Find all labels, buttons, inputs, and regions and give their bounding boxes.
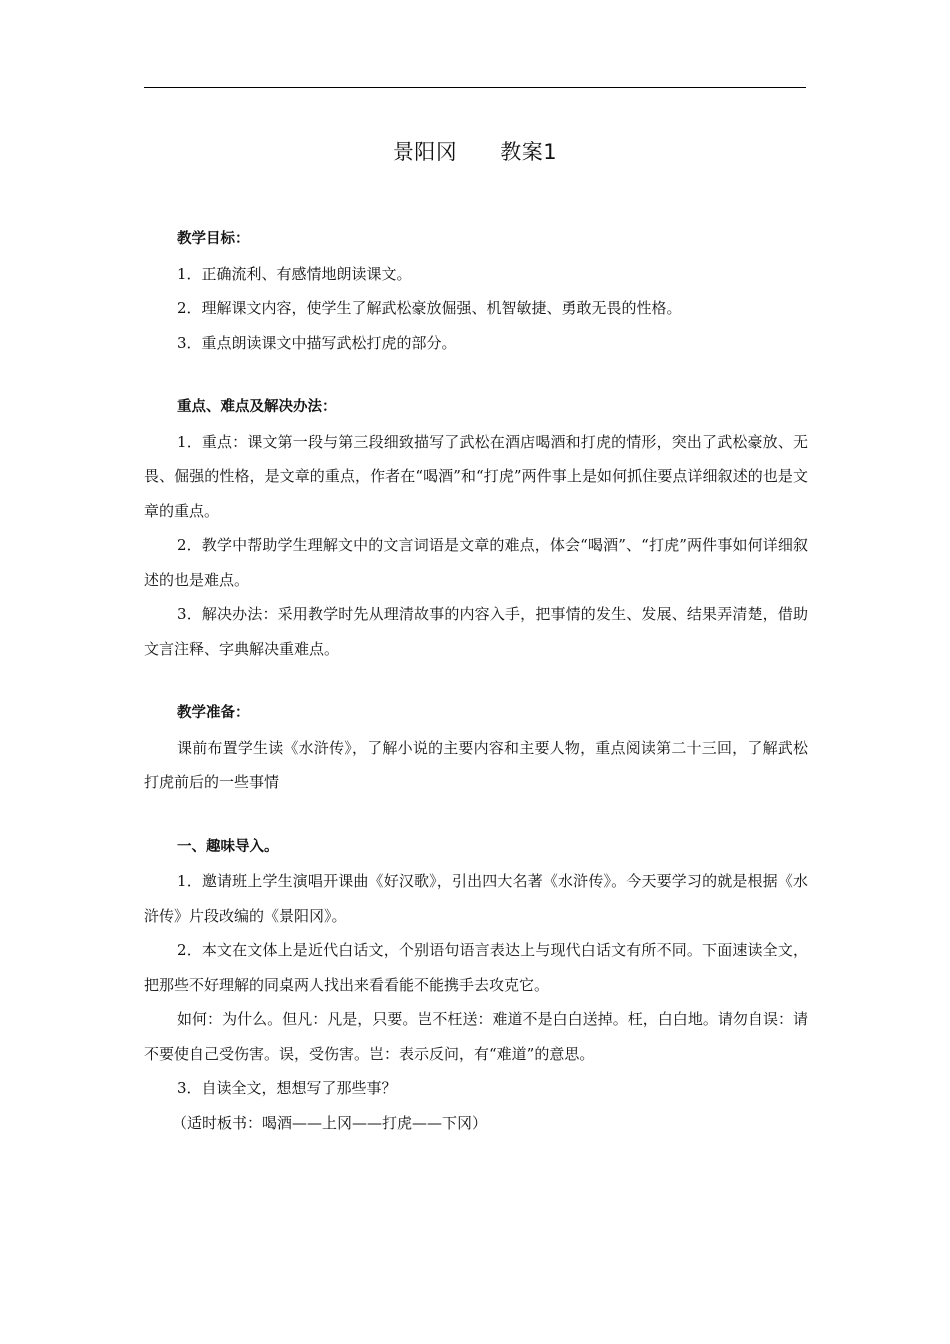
paragraph: 3．解决办法：采用教学时先从理清故事的内容入手，把事情的发生、发展、结果弄清楚，借助文言注释、字典解决重难点。 [144, 605, 808, 658]
paragraph: 3．自读全文，想想写了那些事？ [177, 1079, 397, 1097]
section-heading: 重点、难点及解决办法： [177, 399, 337, 415]
paragraph: 2．理解课文内容，使学生了解武松豪放倔强、机智敏捷、勇敢无畏的性格。 [177, 299, 682, 317]
paragraph: 1．重点：课文第一段与第三段细致描写了武松在酒店喝酒和打虎的情形，突出了武松豪放、无畏、倔强的性格，是文章的重点，作者在“喝酒”和“打虎”两件事上是如何抓住要点详细叙述的也是文章的重点。 [144, 432, 808, 520]
paragraph: 3．重点朗读课文中描写武松打虎的部分。 [177, 333, 457, 352]
board-note: （适时板书：喝酒——上冈——打虎——下冈） [172, 1113, 488, 1132]
paragraph: 课前布置学生读《水浒传》，了解小说的主要内容和主要人物，重点阅读第二十三回，了解武松打虎前后的一些事情 [144, 738, 808, 791]
paragraph: 2．教学中帮助学生理解文中的文言词语是文章的难点，体会“喝酒”、“打虎”两件事如何详细叙述的也是难点。 [144, 536, 808, 589]
paragraph: 1．正确流利、有感情地朗读课文。 [177, 264, 412, 283]
section-introduction [144, 830, 808, 1141]
paragraph: 1．邀请班上学生演唱开课曲《好汉歌》，引出四大名著《水浒传》。今天要学习的就是根据《水浒传》片段改编的《景阳冈》。 [144, 872, 808, 925]
paragraph: 2．本文在文体上是近代白话文，个别语句语言表达上与现代白话文有所不同。下面速读全文，把那些不好理解的同桌两人找出来看看能不能携手去攻克它。 [144, 941, 808, 994]
section-heading: 一、趣味导入。 [177, 838, 279, 855]
section-heading: 教学目标： [177, 231, 250, 247]
document-title: 景阳冈 教案1 [392, 140, 558, 164]
section-key-points [144, 390, 808, 666]
section-heading: 教学准备： [177, 705, 250, 721]
top-rule [144, 87, 806, 88]
document-body [144, 222, 808, 1140]
section-preparation [144, 696, 808, 800]
section-teaching-goals [144, 222, 808, 360]
paragraph: 如何：为什么。但凡：凡是，只要。岂不枉送：难道不是白白送掉。枉，白白地。请勿自误：请不要使自己受伤害。误，受伤害。岂：表示反问，有“难道”的意思。 [144, 1010, 808, 1063]
